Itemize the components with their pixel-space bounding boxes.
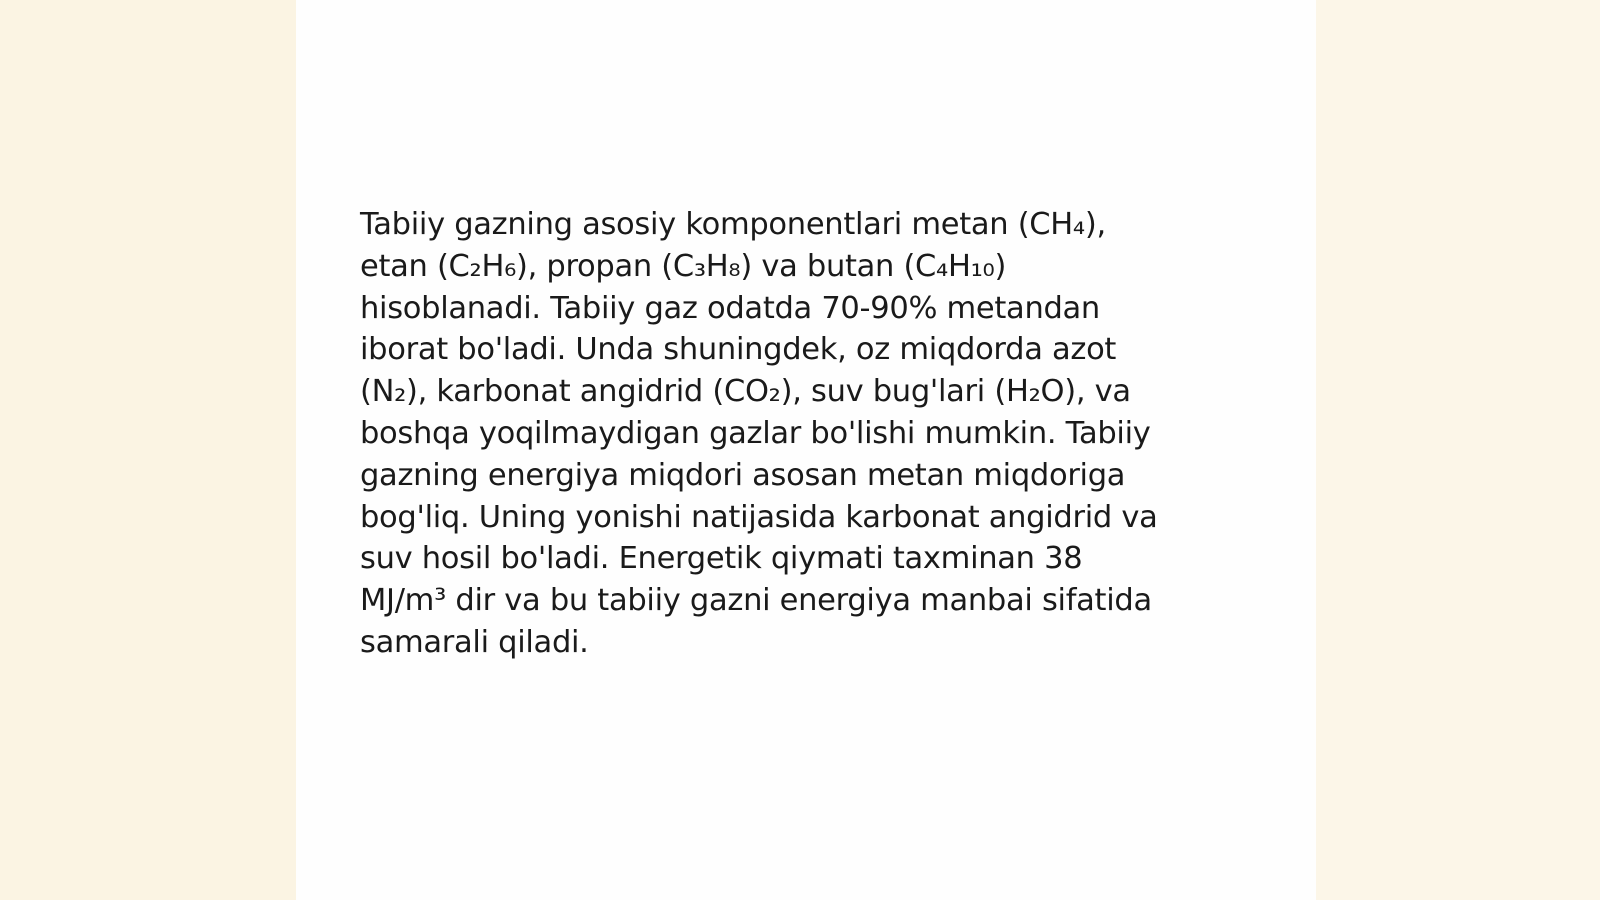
right-background-margin [1316,0,1600,900]
left-background-margin [0,0,296,900]
slide-body-text: Tabiiy gazning asosiy komponentlari metan (CH₄), etan (C₂H₆), propan (C₃H₈) va butan (C₄H₁₀) hisoblanadi. Tabiiy gaz odatda 70-90% metandan iborat bo'ladi. Unda shuningdek, oz miqdorda azot (N₂), karbonat angidrid (CO₂), suv bug'lari (H₂O), va boshqa yoqilmaydigan gazlar bo'lishi mumkin. Tabiiy gazning energiya miqdori asosan metan miqdoriga bog'liq. Uning yonishi natijasida karbonat angidrid va suv hosil bo'ladi. Energetik qiymati taxminan 38 MJ/m³ dir va bu tabiiy gazni energiya manbai sifatida samarali qiladi. [360,207,1158,660]
slide-canvas [296,0,1316,900]
